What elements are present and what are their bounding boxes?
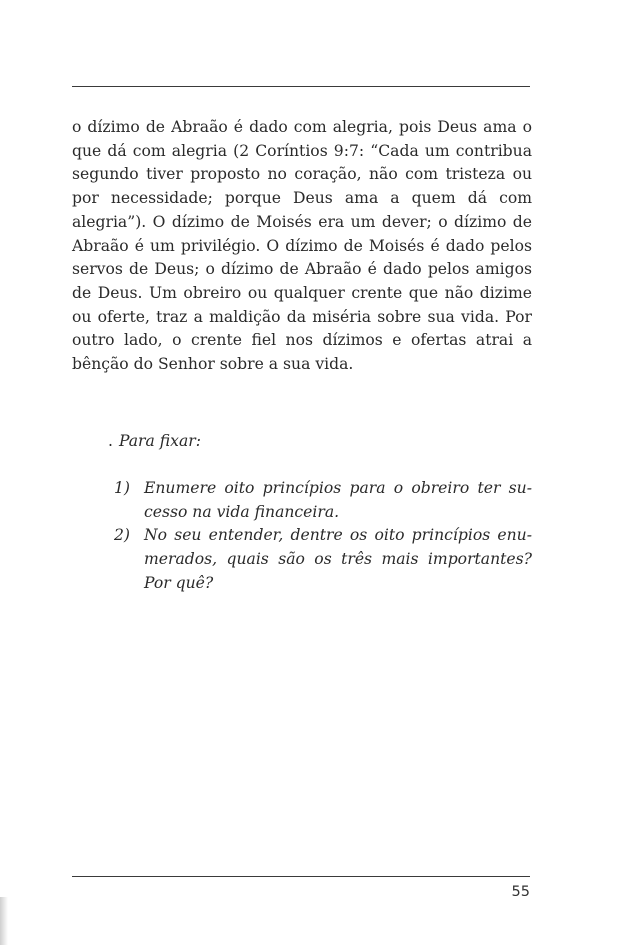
page-number: 55 bbox=[511, 884, 530, 900]
scan-edge-shadow bbox=[0, 897, 8, 945]
review-bullet: . bbox=[108, 432, 113, 450]
question-number: 2) bbox=[114, 526, 131, 545]
review-heading bbox=[108, 430, 201, 452]
question-list bbox=[114, 477, 532, 596]
review-heading-label: Para fixar: bbox=[118, 432, 201, 450]
footer-rule bbox=[72, 876, 530, 877]
header-rule bbox=[72, 86, 530, 87]
question-text: Enumere oito princípios para o obreiro ter sucesso na vida financeira. bbox=[144, 479, 532, 521]
question-text: No seu entender, dentre os oito princípios enumerados, quais são os três mais importantes? Por quê? bbox=[144, 526, 532, 592]
body-paragraph: o dízimo de Abraão é dado com alegria, pois Deus ama o que dá com alegria (2 Coríntios 9:7: “Cada um contribua segundo tiver proposto no coração, não com tristeza ou por necessidade; porque Deus ama a quem dá com alegria”). O dízimo de Moisés era um dever; o dízimo de Abraão é um privilégio. O dízimo de Moisés é dado pelos servos de Deus; o dízimo de Abraão é dado pelos amigos de Deus. Um obreiro ou qualquer crente que não dizime ou oferte, traz a maldição da miséria sobre sua vida. Por outro lado, o crente fiel nos dízimos e ofertas atrai a bênção do Senhor sobre a sua vida. bbox=[72, 118, 532, 374]
question-item bbox=[114, 524, 532, 595]
question-number: 1) bbox=[114, 479, 131, 497]
question-item bbox=[114, 477, 532, 524]
